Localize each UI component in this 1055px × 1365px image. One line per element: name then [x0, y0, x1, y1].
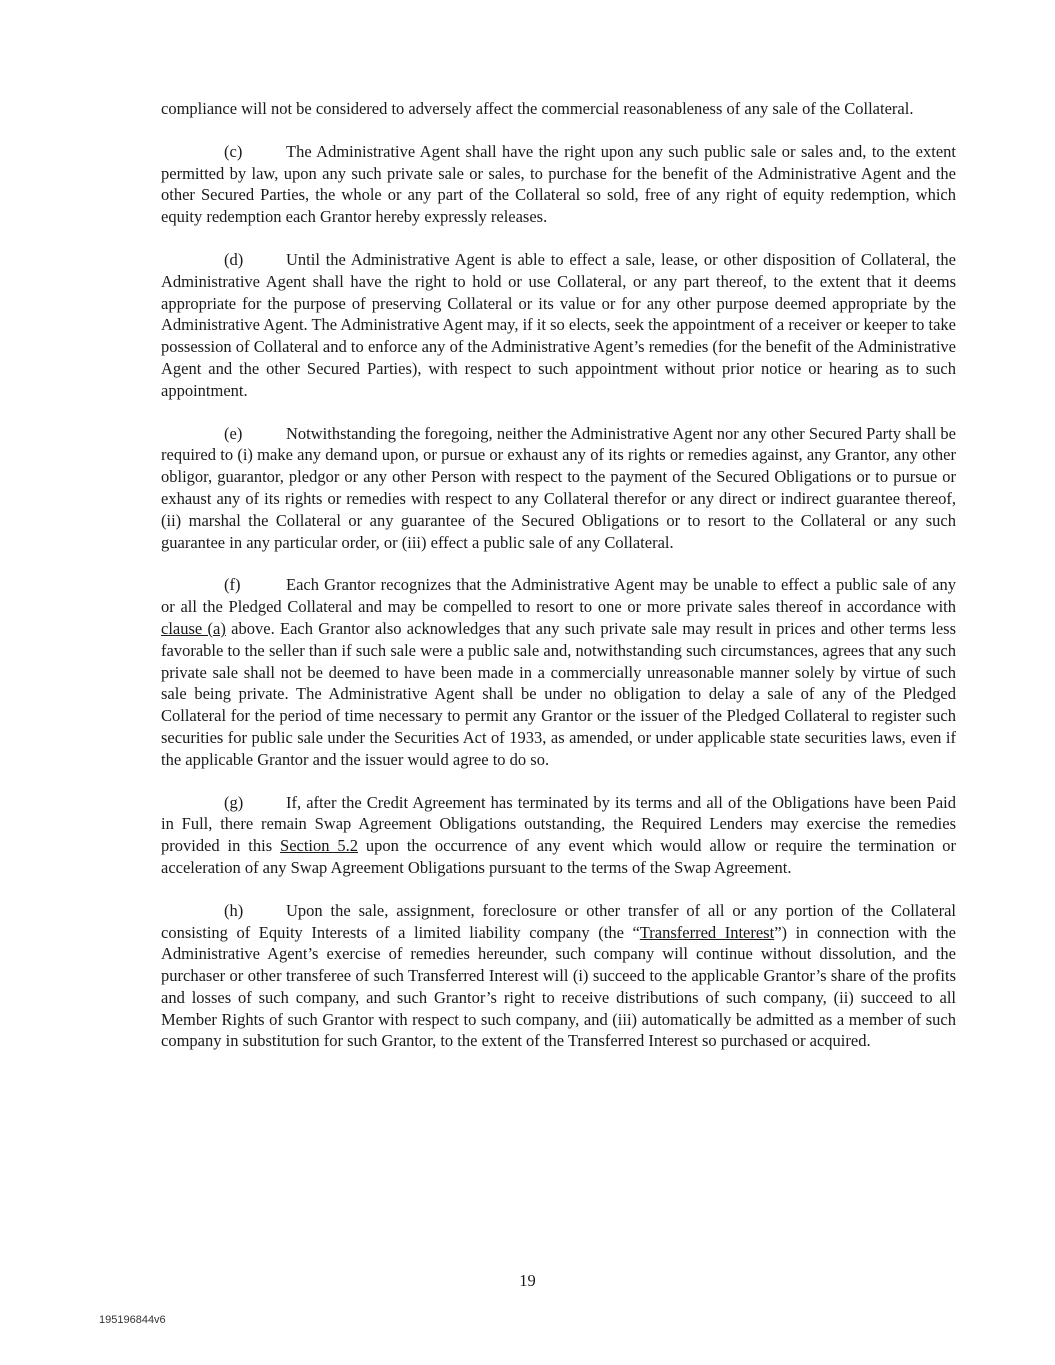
- defined-term: Transferred Interest: [639, 922, 775, 942]
- paragraph-label: (g): [224, 792, 244, 812]
- document-body: [161, 98, 956, 1073]
- paragraph-text: compliance will not be considered to adversely affect the commercial reasonableness of any sale of the Collateral.: [161, 99, 914, 118]
- paragraph-h: [161, 900, 956, 1053]
- paragraph-text: above. Each Grantor also acknowledges that any such private sale may result in prices and other terms less favorable to the seller than if such sale were a public sale and, notwithstanding such circumstances, agrees that any such private sale shall not be deemed to have been made in a commercially unreasonable manner solely by virtue of such sale being private. The Administrative Agent shall be under no obligation to delay a sale of any of the Pledged Collateral for the period of time necessary to permit any Grantor or the issuer of the Pledged Collateral to register such securities for public sale under the Securities Act of 1933, as amended, or under applicable state securities laws, even if the applicable Grantor and the issuer would agree to do so.: [161, 618, 956, 769]
- paragraph-label: (d): [224, 249, 244, 269]
- paragraph-text: upon the occurrence of any event which would allow or require the termination or acceleration of any Swap Agreement Obligations pursuant to the terms of the Swap Agreement.: [161, 836, 956, 877]
- paragraph-label: (c): [224, 141, 243, 161]
- paragraph-label: (f): [224, 575, 241, 595]
- section-reference: Section 5.2: [280, 836, 359, 856]
- paragraph-text: Notwithstanding the foregoing, neither the Administrative Agent nor any other Secured Party shall be required to (i) make any demand upon, or pursue or exhaust any of its rights or remedies against, any Grantor, any other obligor, guarantor, pledgor or any other Person with respect to the payment of the Secured Obligations or to pursue or exhaust any of its rights or remedies with respect to any Collateral therefor or any direct or indirect guarantee thereof, (ii) marshal the Collateral or any guarantee of the Secured Obligations or to resort to the Collateral or any such guarantee in any particular order, or (iii) effect a public sale of any Collateral.: [161, 423, 956, 552]
- paragraph-text: The Administrative Agent shall have the right upon any such public sale or sales and, to the extent permitted by law, upon any such private sale or sales, to purchase for the benefit of the Administrative Agent and the other Secured Parties, the whole or any part of the Collateral so sold, free of any right of equity redemption, which equity redemption each Grantor hereby expressly releases.: [161, 141, 956, 227]
- document-id: 195196844v6: [99, 1314, 166, 1326]
- paragraph-g: [161, 792, 956, 879]
- paragraph-d: [161, 249, 956, 402]
- paragraph-f: [161, 574, 956, 770]
- paragraph-label: (h): [224, 900, 244, 920]
- paragraph-e: [161, 423, 956, 554]
- page-number: 19: [519, 1271, 536, 1290]
- paragraph-text: Each Grantor recognizes that the Administrative Agent may be unable to effect a public sale of any or all the Pledged Collateral and may be compelled to resort to one or more private sales thereof in accordance with: [161, 575, 956, 617]
- paragraph-text: If, after the Credit Agreement has terminated by its terms and all of the Obligations have been Paid in Full, there remain Swap Agreement Obligations outstanding, the Required Lenders may exercise the remedies provided in this: [161, 792, 956, 856]
- paragraph-text: Upon the sale, assignment, foreclosure or other transfer of all or any portion of the Collateral consisting of Equity Interests of a limited liability company (the “: [161, 900, 956, 942]
- paragraph-continuation: [161, 98, 956, 120]
- paragraph-text: Until the Administrative Agent is able to effect a sale, lease, or other disposition of Collateral, the Administrative Agent shall have the right to hold or use Collateral, or any part thereof, to the extent that it deems appropriate for the purpose of preserving Collateral or its value or for any other purpose deemed appropriate by the Administrative Agent. The Administrative Agent may, if it so elects, seek the appointment of a receiver or keeper to take possession of Collateral and to enforce any of the Administrative Agent’s remedies (for the benefit of the Administrative Agent and the other Secured Parties), with respect to such appointment without prior notice or hearing as to such appointment.: [161, 249, 956, 400]
- paragraph-label: (e): [224, 423, 243, 443]
- paragraph-text: ”) in connection with the Administrative Agent’s exercise of remedies hereunder, such company will continue without dissolution, and the purchaser or other transferee of such Transferred Interest will (i) succeed to the applicable Grantor’s share of the profits and losses of such company, and such Grantor’s right to receive distributions of such company, (ii) succeed to all Member Rights of such Grantor with respect to such company, and (iii) automatically be admitted as a member of such company in substitution for such Grantor, to the extent of the Transferred Interest so purchased or acquired.: [161, 922, 956, 1051]
- clause-reference: clause (a): [161, 618, 226, 638]
- paragraph-c: [161, 141, 956, 228]
